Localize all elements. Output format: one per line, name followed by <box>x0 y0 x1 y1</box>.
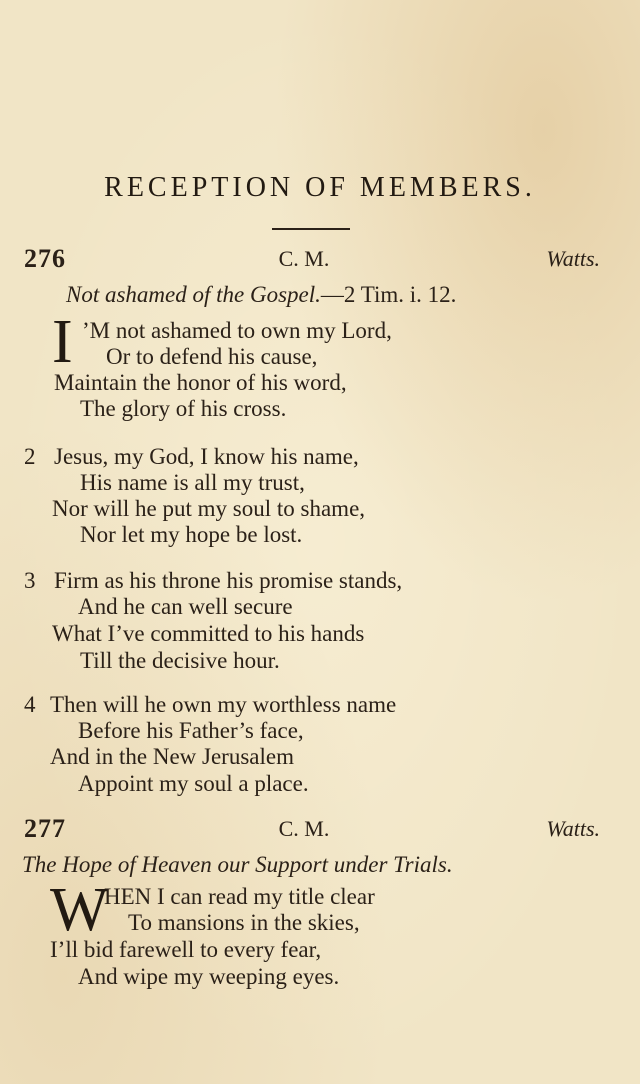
verse-line: Till the decisive hour. <box>80 648 280 673</box>
verse-line: Before his Father’s face, <box>78 718 304 743</box>
hymn-meter: C. M. <box>278 246 330 271</box>
verse-line: His name is all my trust, <box>80 470 305 495</box>
verse-line: I’ll bid farewell to every fear, <box>50 937 322 962</box>
verse-line: And wipe my weeping eyes. <box>78 964 340 989</box>
verse-line: The glory of his cross. <box>80 396 287 421</box>
hymn-header <box>24 244 600 274</box>
verse-number: 2 <box>24 444 36 469</box>
hymn-header <box>24 814 600 844</box>
running-head: RECEPTION OF MEMBERS. <box>104 172 536 203</box>
verse-line: Appoint my soul a place. <box>78 771 309 796</box>
verse-number: 3 <box>24 568 36 593</box>
verse-line: Nor will he put my soul to shame, <box>52 496 366 521</box>
hymn-subtitle <box>66 282 456 308</box>
hymn-number: 277 <box>24 814 66 843</box>
verse-line: Or to defend his cause, <box>106 344 318 369</box>
verse-line: What I’ve committed to his hands <box>52 621 365 646</box>
hymn-subtitle <box>22 852 453 878</box>
verse-number: 4 <box>24 692 36 717</box>
hymn-author: Watts. <box>546 246 600 271</box>
verse-line: HEN I can read my title clear <box>104 884 375 909</box>
header-rule <box>272 228 350 230</box>
drop-cap: I <box>52 308 73 376</box>
verse-line: Maintain the honor of his word, <box>54 370 347 395</box>
hymn-number: 276 <box>24 244 66 273</box>
drop-cap: W <box>50 876 109 944</box>
verse-line: Jesus, my God, I know his name, <box>54 444 359 469</box>
hymn-meter: C. M. <box>278 816 330 841</box>
verse-line: And he can well secure <box>78 594 293 619</box>
verse-line: ’M not ashamed to own my Lord, <box>82 318 392 343</box>
verse-line: Firm as his throne his promise stands, <box>54 568 403 593</box>
verse-line: Nor let my hope be lost. <box>80 522 303 547</box>
hymn-author: Watts. <box>546 816 600 841</box>
verse-line: Then will he own my worthless name <box>50 692 397 717</box>
verse-line: And in the New Jerusalem <box>50 744 294 769</box>
subtitle-title: The Hope of Heaven our Support under Trials. <box>22 852 453 877</box>
subtitle-title: Not ashamed of the Gospel. <box>66 282 321 307</box>
subtitle-reference: —2 Tim. i. 12. <box>320 282 457 307</box>
verse-line: To mansions in the skies, <box>128 910 360 935</box>
